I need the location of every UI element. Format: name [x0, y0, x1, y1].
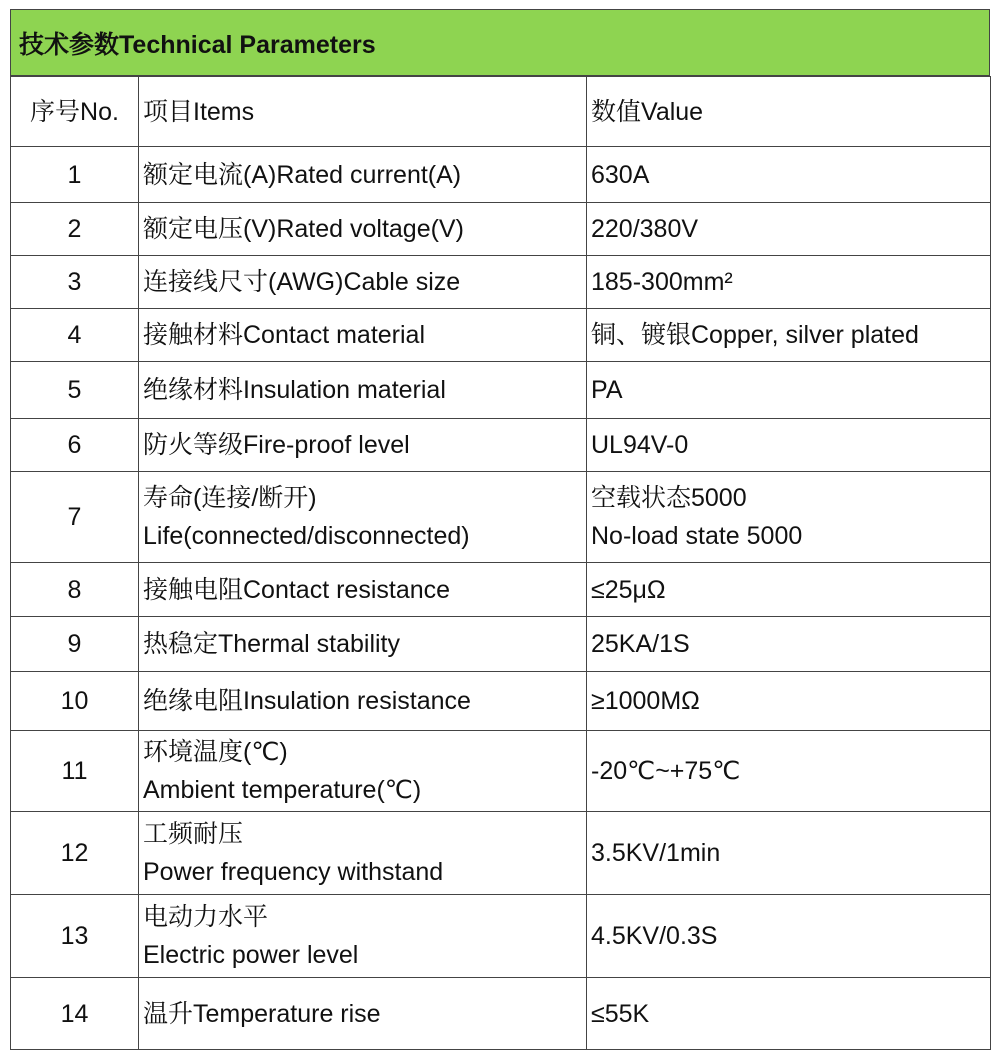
header-no: 序号No. [11, 77, 139, 147]
value-text: 25KA/1S [591, 630, 690, 658]
table-title: 技术参数Technical Parameters [10, 9, 990, 76]
table-row [11, 472, 991, 563]
item-text: 额定电流(A)Rated current(A) [143, 160, 462, 189]
value-text: UL94V-0 [591, 431, 689, 459]
cell-no: 2 [11, 203, 139, 256]
cell-no: 12 [11, 812, 139, 895]
item-text: 环境温度(℃) [143, 738, 288, 766]
cell-no: 4 [11, 309, 139, 362]
value-text: 4.5KV/0.3S [591, 922, 718, 950]
cell-item [139, 812, 587, 895]
table-row [11, 563, 991, 617]
cell-item [139, 563, 587, 617]
item-text: 寿命(连接/断开) [143, 484, 317, 512]
header-row [11, 77, 991, 147]
item-text: 温升Temperature rise [143, 999, 381, 1028]
cell-item [139, 472, 587, 563]
value-text: 185-300mm² [591, 268, 733, 296]
item-text: 绝缘材料Insulation material [143, 376, 446, 404]
item-text: 热稳定Thermal stability [143, 630, 400, 658]
cell-value [587, 203, 991, 256]
value-text: 630A [591, 160, 650, 189]
cell-no: 3 [11, 256, 139, 309]
cell-value [587, 672, 991, 731]
table-row [11, 978, 991, 1050]
item-text: 接触电阻Contact resistance [143, 575, 451, 604]
table-row [11, 419, 991, 472]
cell-no: 14 [11, 978, 139, 1050]
value-text: 220/380V [591, 215, 699, 243]
cell-value [587, 812, 991, 895]
table-row [11, 203, 991, 256]
cell-value [587, 256, 991, 309]
cell-item [139, 147, 587, 203]
table-row [11, 309, 991, 362]
table-row [11, 617, 991, 672]
value-text: ≤55K [591, 999, 650, 1028]
value-text: 3.5KV/1min [591, 839, 721, 867]
cell-value [587, 895, 991, 978]
item-text: Ambient temperature(℃) [143, 776, 422, 804]
cell-value [587, 147, 991, 203]
table-row [11, 731, 991, 812]
cell-item [139, 617, 587, 672]
header-value: 数值Value [587, 77, 991, 147]
item-text: 接触材料Contact material [143, 321, 426, 349]
table-row [11, 895, 991, 978]
item-text: 额定电压(V)Rated voltage(V) [143, 215, 464, 243]
cell-item [139, 203, 587, 256]
value-text: -20℃~+75℃ [591, 757, 741, 785]
item-text: 连接线尺寸(AWG)Cable size [143, 268, 461, 296]
cell-no: 13 [11, 895, 139, 978]
item-text: 工频耐压 [143, 820, 244, 848]
cell-value [587, 472, 991, 563]
item-text: 绝缘电阻Insulation resistance [143, 687, 471, 715]
cell-item [139, 895, 587, 978]
cell-no: 7 [11, 472, 139, 563]
cell-no: 9 [11, 617, 139, 672]
value-text: 铜、镀银Copper, silver plated [591, 321, 919, 349]
parameters-table [10, 76, 991, 1050]
item-text: Electric power level [143, 941, 359, 969]
item-text: 电动力水平 [143, 903, 269, 931]
cell-value [587, 978, 991, 1050]
cell-no: 6 [11, 419, 139, 472]
table-body [11, 147, 991, 1050]
table-row [11, 812, 991, 895]
cell-value [587, 419, 991, 472]
cell-no: 5 [11, 362, 139, 419]
value-text: ≤25μΩ [591, 575, 666, 604]
table-row [11, 147, 991, 203]
cell-item [139, 362, 587, 419]
cell-item [139, 309, 587, 362]
cell-value [587, 362, 991, 419]
cell-value [587, 563, 991, 617]
cell-no: 10 [11, 672, 139, 731]
spec-sheet [10, 9, 990, 1050]
cell-item [139, 256, 587, 309]
value-text: PA [591, 376, 623, 404]
item-text: Power frequency withstand [143, 858, 444, 886]
header-item: 项目Items [139, 77, 587, 147]
value-text: No-load state 5000 [591, 522, 803, 550]
value-text: 空载状态5000 [591, 484, 747, 512]
cell-value [587, 617, 991, 672]
cell-item [139, 672, 587, 731]
cell-item [139, 978, 587, 1050]
cell-no: 11 [11, 731, 139, 812]
cell-no: 1 [11, 147, 139, 203]
cell-value [587, 731, 991, 812]
value-text: ≥1000MΩ [591, 687, 700, 715]
cell-item [139, 419, 587, 472]
cell-item [139, 731, 587, 812]
table-row [11, 362, 991, 419]
item-text: Life(connected/disconnected) [143, 522, 470, 550]
cell-no: 8 [11, 563, 139, 617]
item-text: 防火等级Fire-proof level [143, 431, 410, 459]
cell-value [587, 309, 991, 362]
table-row [11, 672, 991, 731]
table-row [11, 256, 991, 309]
